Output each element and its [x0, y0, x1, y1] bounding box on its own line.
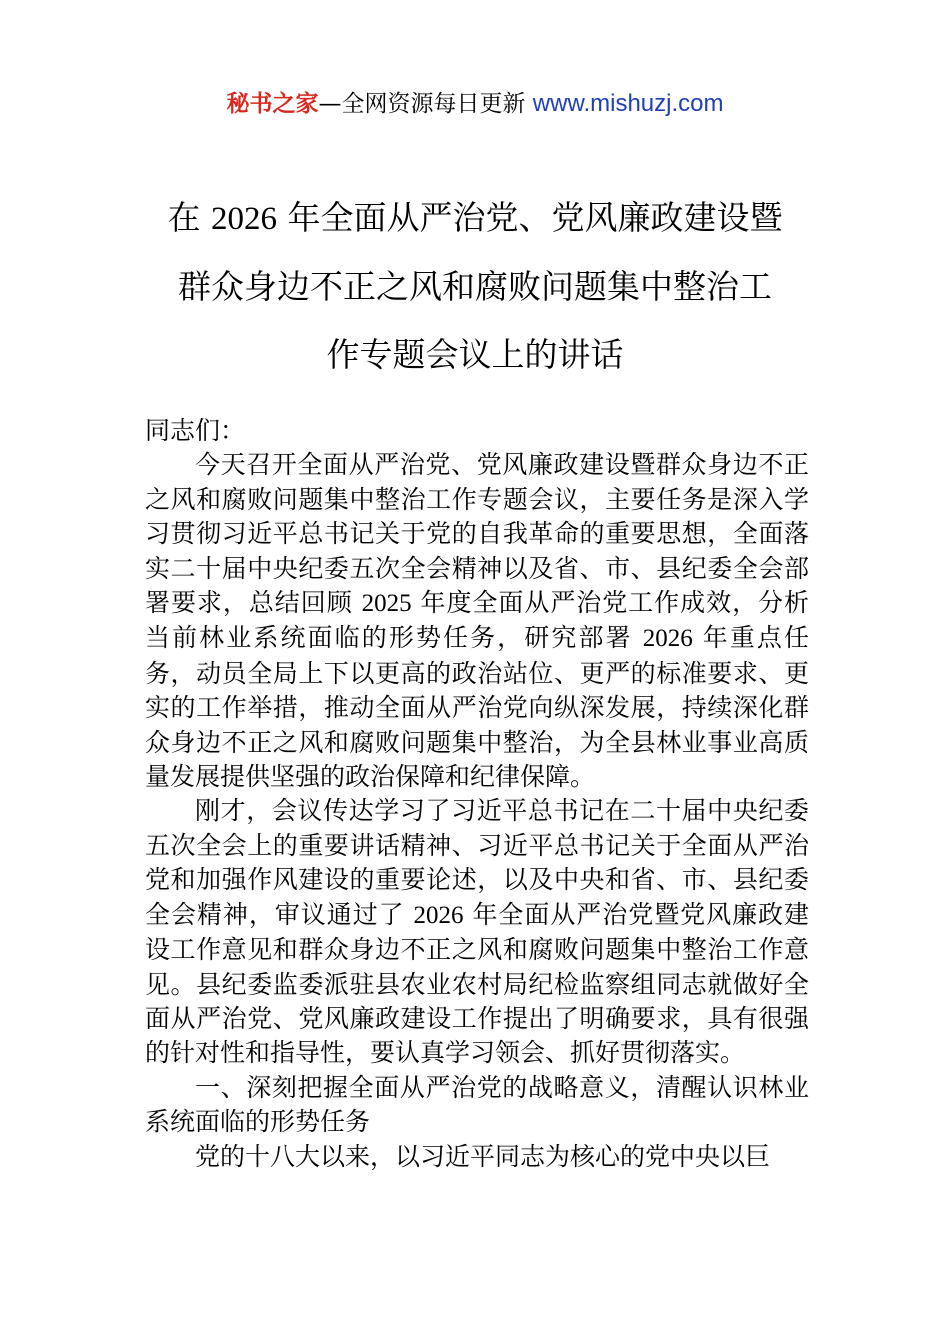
- header-tagline: —全网资源每日更新: [318, 91, 533, 117]
- paragraph-1-text-b: 年度全面从严治党工作成效，分析当前林业系统面临的形势任务，研究部署: [145, 588, 809, 653]
- paragraph-1-text-c: 年重点任务，动员全局上下以更高的政治站位、更严的标准要求、更实的工作举措，推动全面从严治党向纵深发展，持续深化群众身边不正之风和腐败问题集中整治，为全县林业事业高质量发展提供坚强的政治保障和纪律保障。: [145, 623, 809, 792]
- site-url-link[interactable]: www.mishuzj.com: [532, 90, 724, 117]
- salutation: 同志们：: [145, 416, 246, 445]
- site-header: [0, 88, 950, 120]
- paragraph-1-year-2: 2026: [642, 625, 693, 653]
- paragraph-2-text-b: 年全面从严治党暨党风廉政建设工作意见和群众身边不正之风和腐败问题集中整治工作意见。县纪委监委派驻县农业农村局纪检监察组同志就做好全面从严治党、党风廉政建设工作提出了明确要求，具有很强的针对性和指导性，要认真学习领会、抓好贯彻落实。: [145, 899, 810, 1068]
- paragraph-3: 党的十八大以来，以习近平同志为核心的党中央以巨: [195, 1141, 771, 1171]
- title-line-1: [100, 184, 850, 253]
- title-line-1-prefix: 在: [167, 198, 211, 237]
- paragraph-1-year-1: 2025: [361, 590, 412, 618]
- title-line-2: 群众身边不正之风和腐败问题集中整治工: [178, 267, 772, 306]
- paragraph-2: [145, 794, 809, 1070]
- brand-name: 秘书之家: [226, 91, 319, 117]
- paragraph-2-year: 2026: [413, 901, 464, 929]
- title-year: 2026: [211, 201, 277, 237]
- paragraph-1-text-a: 今天召开全面从严治党、党风廉政建设暨群众身边不正之风和腐败问题集中整治工作专题会议，主要任务是深入学习贯彻习近平总书记关于党的自我革命的重要思想，全面落实二十届中央纪委五次全会精神以及省、市、县纪委全会部署要求，总结回顾: [145, 450, 809, 618]
- section-heading-1: 一、深刻把握全面从严治党的战略意义，清醒认识林业系统面临的形势任务: [145, 1072, 809, 1137]
- title-line-3: 作专题会议上的讲话: [326, 335, 624, 374]
- paragraph-2-text-a: 刚才，会议传达学习了习近平总书记在二十届中央纪委五次全会上的重要讲话精神、习近平总书记关于全面从严治党和加强作风建设的重要论述，以及中央和省、市、县纪委全会精神，审议通过了: [145, 796, 809, 929]
- document-title: [100, 184, 850, 389]
- paragraph-1: [145, 448, 809, 794]
- title-line-1-suffix: 年全面从严治党、党风廉政建设暨: [277, 198, 783, 237]
- document-body: [145, 414, 809, 1174]
